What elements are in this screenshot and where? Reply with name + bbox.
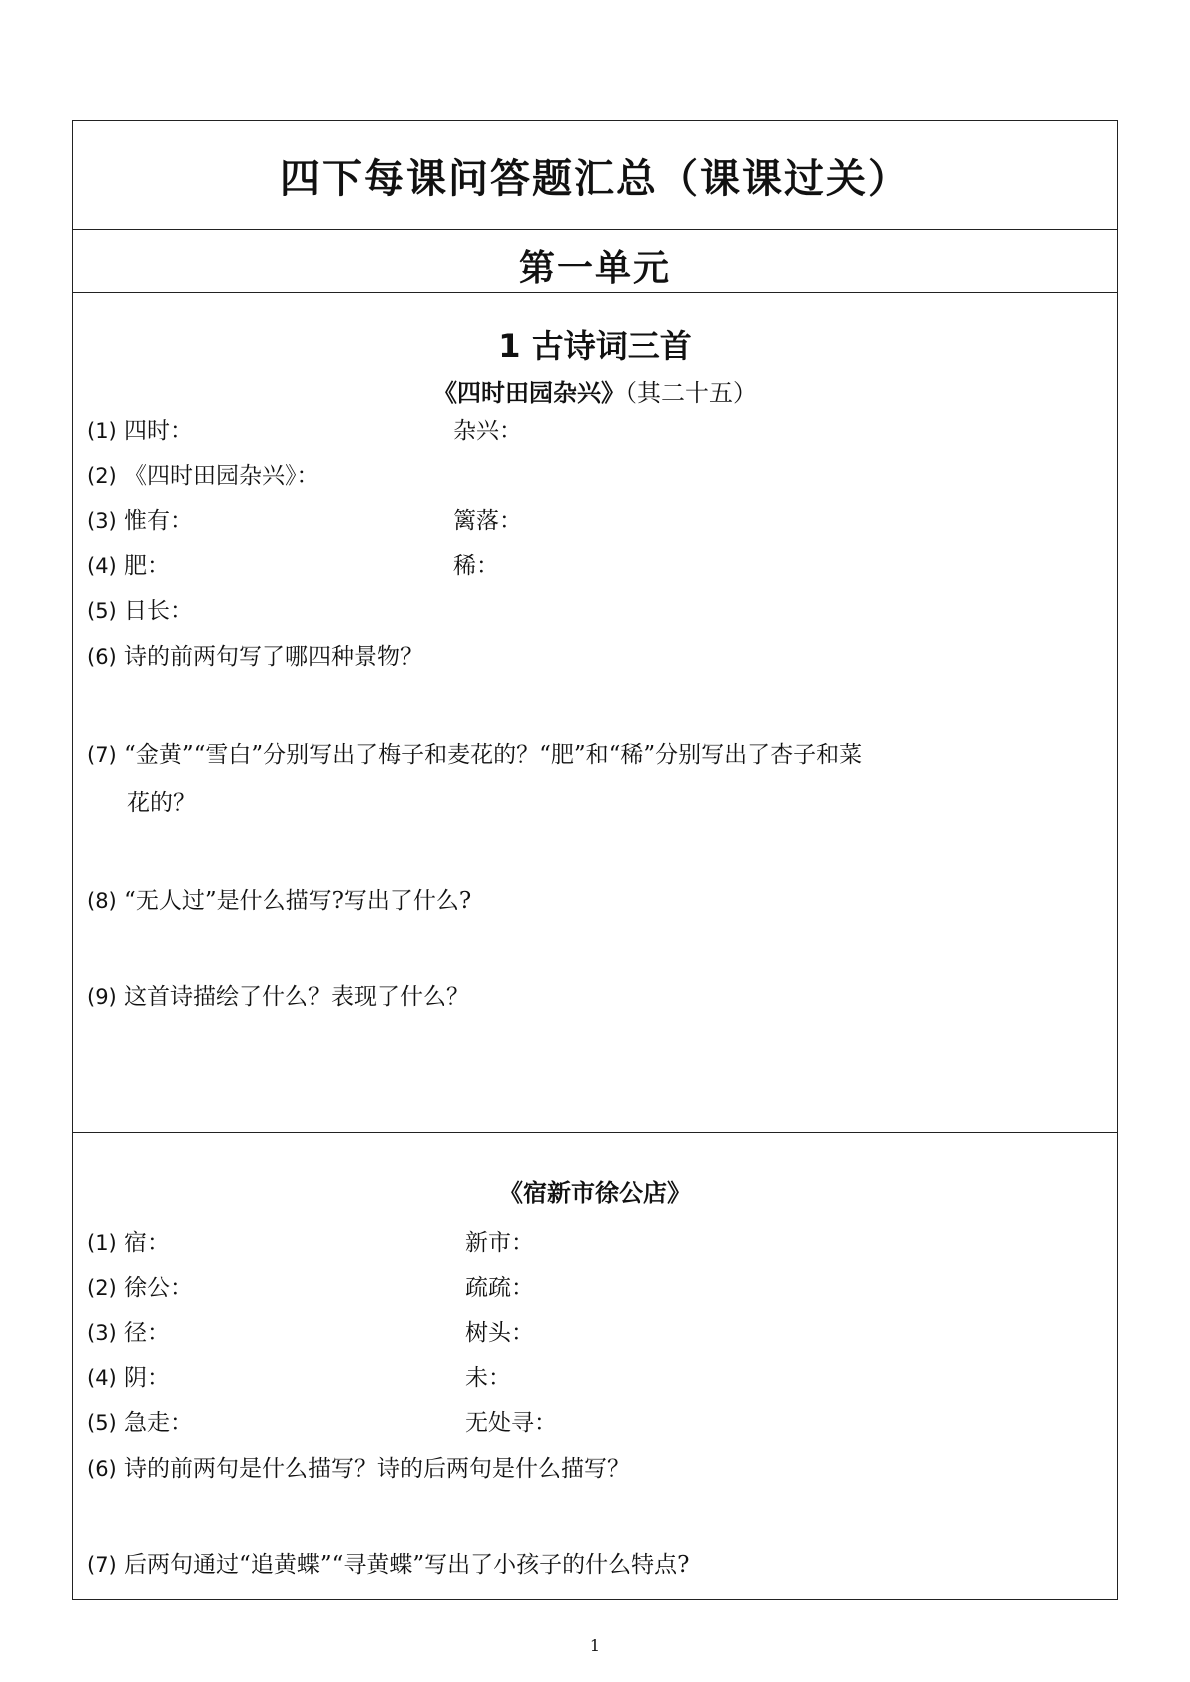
question-text: 宿：: [116, 1230, 171, 1256]
poem1-question-9: [87, 981, 469, 1013]
question-text: 诗的前两句是什么描写？诗的后两句是什么描写？: [116, 1456, 631, 1482]
question-number: (6): [87, 645, 117, 669]
poem2-question-4: [87, 1362, 511, 1394]
poem2-question-1: [87, 1227, 534, 1259]
question-number: (4): [87, 1366, 117, 1390]
page-number: 1: [589, 1636, 601, 1655]
page-title: 四下每课问答题汇总（课课过关）: [280, 156, 910, 202]
question-number: (2): [87, 464, 117, 488]
question-text-continued: 花的？: [127, 790, 196, 816]
question-number: (7): [87, 1553, 117, 1577]
question-text: 肥：: [116, 553, 171, 579]
poem1-question-6: [87, 641, 423, 673]
poem1-question-8: [87, 885, 471, 917]
poem1-question-3: [87, 505, 522, 537]
question-number: (5): [87, 1411, 117, 1435]
question-text: 这首诗描绘了什么？表现了什么？: [116, 984, 470, 1010]
question-text-right: 树头：: [465, 1320, 534, 1346]
poem1-question-4: [87, 550, 499, 582]
poem2-title-main: 《宿新市徐公店》: [499, 1179, 691, 1207]
poem2-section: [73, 1133, 1117, 1599]
poem2-question-7: [87, 1549, 689, 1581]
question-text-right: 疏疏：: [465, 1275, 534, 1301]
question-number: (8): [87, 889, 117, 913]
poem2-question-2: [87, 1272, 534, 1304]
question-text-right: 无处寻：: [465, 1410, 557, 1436]
poem1-title-main: 《四时田园杂兴》: [433, 379, 625, 407]
question-number: (1): [87, 1231, 117, 1255]
question-text: 后两句通过“追黄蝶”“寻黄蝶”写出了小孩子的什么特点?: [116, 1552, 690, 1578]
poem1-title-note: （其二十五）: [625, 379, 757, 407]
question-text: 日长：: [116, 598, 194, 624]
poem2-question-3: [87, 1317, 534, 1349]
unit-title: 第一单元: [518, 248, 671, 289]
question-number: (3): [87, 1321, 117, 1345]
question-number: (3): [87, 509, 117, 533]
poem2-question-6: [87, 1453, 630, 1485]
unit-band: [73, 230, 1117, 293]
question-number: (5): [87, 599, 117, 623]
question-text: 急走：: [116, 1410, 194, 1436]
poem1-question-1: [87, 415, 522, 447]
question-text: 阴：: [116, 1365, 171, 1391]
worksheet-frame: [72, 120, 1118, 1600]
question-text: 惟有：: [116, 508, 194, 534]
question-text-right: 新市：: [465, 1230, 534, 1256]
question-text: “金黄”“雪白”分别写出了梅子和麦花的？“肥”和“稀”分别写出了杏子和菜: [116, 742, 863, 768]
question-text-right: 篱落：: [453, 508, 522, 534]
question-number: (7): [87, 743, 117, 767]
question-text: 四时：: [116, 418, 194, 444]
question-text: 径：: [116, 1320, 171, 1346]
question-text-right: 未：: [465, 1365, 511, 1391]
poem1-question-5: [87, 595, 193, 627]
question-number: (4): [87, 554, 117, 578]
poem2-title: [73, 1173, 1117, 1208]
question-number: (9): [87, 985, 117, 1009]
question-text-right: 稀：: [453, 553, 499, 579]
question-text: 徐公：: [116, 1275, 194, 1301]
question-text: “无人过”是什么描写?写出了什么?: [116, 888, 472, 914]
poem1-title: [73, 373, 1117, 408]
poem1-question-2: [87, 460, 320, 492]
poem1-section: [73, 293, 1117, 1133]
question-text-right: 杂兴：: [453, 418, 522, 444]
question-text: 诗的前两句写了哪四种景物？: [116, 644, 424, 670]
poem1-question-7: [87, 739, 1097, 819]
poem2-question-5: [87, 1407, 557, 1439]
question-number: (6): [87, 1457, 117, 1481]
title-band: [73, 121, 1117, 230]
question-number: (1): [87, 419, 117, 443]
question-number: (2): [87, 1276, 117, 1300]
question-text: 《四时田园杂兴》：: [116, 463, 320, 489]
lesson-title: 1 古诗词三首: [498, 327, 692, 365]
